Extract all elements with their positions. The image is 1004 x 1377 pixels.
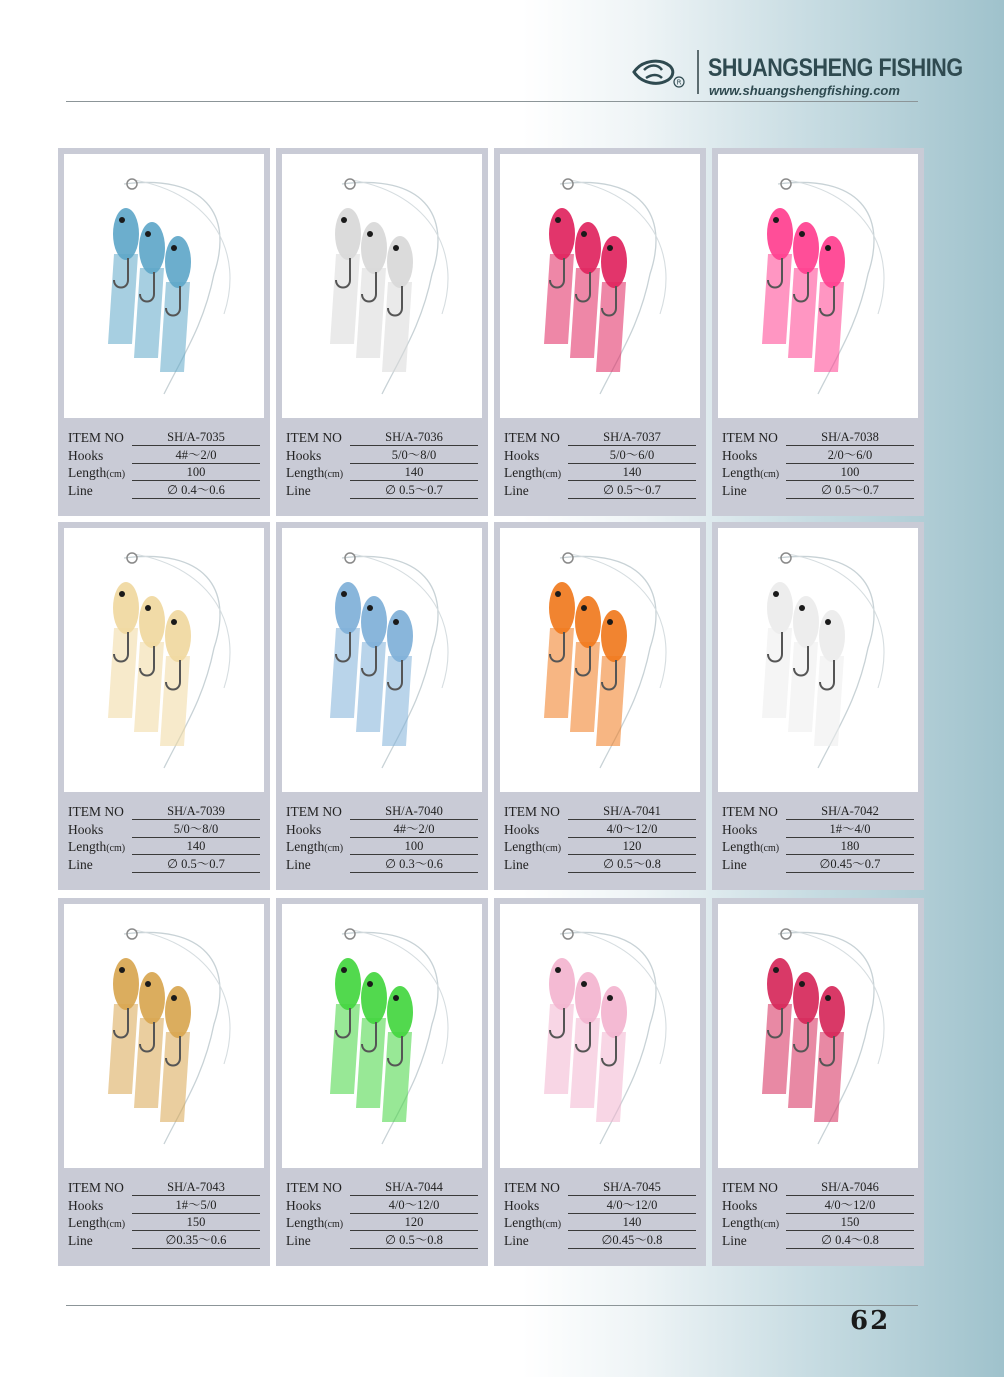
spec-row-length [722,839,914,857]
spec-label-line [504,857,529,873]
length-unit: (cm) [324,843,344,854]
spec-table [722,804,914,874]
lure-rig-image [282,528,482,792]
spec-row-item-no [722,430,914,448]
spec-table [504,804,696,874]
spec-label-length [504,1215,561,1231]
spec-row-line [722,1233,914,1251]
spec-label-text: Hooks [68,447,104,463]
spec-value-item-no: SH/A-7041 [568,804,696,820]
spec-row-item-no [68,804,260,822]
brand-url: www.shuangshengfishing.com [709,83,900,98]
top-divider [66,101,918,102]
spec-label-item-no [68,804,124,820]
spec-table [286,804,478,874]
spec-label-item-no [504,1180,560,1196]
spec-row-item-no [68,430,260,448]
lure-rig-image [282,154,482,418]
spec-label-item-no [286,430,342,446]
spec-label-text: ITEM NO [286,1180,342,1195]
length-unit: (cm) [542,469,562,480]
spec-label-text: Length [286,1215,325,1230]
spec-value-hooks: 4/0～12/0 [350,1198,478,1214]
svg-text:R: R [676,78,682,87]
spec-value-item-no: SH/A-7046 [786,1180,914,1196]
spec-value-item-no: SH/A-7036 [350,430,478,446]
product-photo [500,528,700,792]
lure-rig-image [500,154,700,418]
length-unit: (cm) [760,469,780,480]
spec-label-hooks [286,1198,321,1214]
spec-label-item-no [722,430,778,446]
spec-label-length [722,1215,779,1231]
product-photo [64,528,264,792]
lure-rig-image [718,528,918,792]
logo-separator [697,50,699,94]
spec-label-length [286,1215,343,1231]
spec-table [722,1180,914,1250]
spec-row-hooks [504,822,696,840]
lure-rig-image [718,904,918,1168]
spec-label-length [68,465,125,481]
length-unit: (cm) [106,469,126,480]
spec-table [68,804,260,874]
spec-value-hooks: 5/0～8/0 [350,448,478,464]
spec-label-text: Hooks [504,447,540,463]
length-unit: (cm) [324,469,344,480]
spec-label-text: Line [504,482,529,498]
spec-table [68,1180,260,1250]
spec-label-text: ITEM NO [722,804,778,819]
spec-value-line: ∅ 0.5～0.7 [350,483,478,499]
spec-label-length [722,839,779,855]
lure-rig-image [282,904,482,1168]
spec-value-hooks: 4#～2/0 [132,448,260,464]
spec-label-hooks [722,822,757,838]
spec-row-hooks [504,1198,696,1216]
spec-label-line [68,857,93,873]
spec-label-text: Length [286,839,325,854]
spec-row-length [722,1215,914,1233]
spec-value-hooks: 4/0～12/0 [786,1198,914,1214]
spec-label-text: ITEM NO [68,430,124,445]
spec-table [286,430,478,500]
spec-row-length [722,465,914,483]
spec-label-hooks [504,822,539,838]
product-photo [282,154,482,418]
spec-value-hooks: 4/0～12/0 [568,1198,696,1214]
spec-value-hooks: 2/0～6/0 [786,448,914,464]
product-photo [718,528,918,792]
product-card [712,898,924,1266]
spec-row-item-no [722,1180,914,1198]
spec-label-line [286,857,311,873]
spec-row-length [68,1215,260,1233]
spec-label-text: ITEM NO [68,1180,124,1195]
spec-label-text: Line [722,1232,747,1248]
spec-row-length [504,1215,696,1233]
spec-row-line [68,1233,260,1251]
spec-label-text: Line [68,1232,93,1248]
spec-row-line [504,483,696,501]
spec-row-hooks [722,1198,914,1216]
spec-table [286,1180,478,1250]
spec-row-item-no [504,430,696,448]
spec-table [504,430,696,500]
spec-label-hooks [504,1198,539,1214]
product-card [712,148,924,516]
spec-label-length [286,465,343,481]
spec-label-hooks [68,448,103,464]
spec-label-hooks [68,822,103,838]
spec-value-line: ∅ 0.4～0.8 [786,1233,914,1249]
spec-row-length [68,839,260,857]
spec-label-item-no [286,1180,342,1196]
spec-label-length [504,839,561,855]
spec-value-line: ∅ 0.3～0.6 [350,857,478,873]
spec-label-line [722,1233,747,1249]
spec-label-text: Length [286,465,325,480]
spec-row-line [286,857,478,875]
spec-row-item-no [722,804,914,822]
spec-value-line: ∅ 0.5～0.8 [350,1233,478,1249]
spec-row-line [722,857,914,875]
spec-label-text: Line [722,856,747,872]
spec-label-text: ITEM NO [722,430,778,445]
spec-label-line [286,1233,311,1249]
spec-row-line [504,857,696,875]
spec-label-text: ITEM NO [286,430,342,445]
product-card [276,148,488,516]
spec-value-item-no: SH/A-7043 [132,1180,260,1196]
spec-value-length: 120 [568,839,696,855]
spec-label-text: Length [504,1215,543,1230]
length-unit: (cm) [324,1219,344,1230]
spec-value-length: 100 [132,465,260,481]
spec-value-item-no: SH/A-7038 [786,430,914,446]
spec-label-line [68,1233,93,1249]
spec-row-item-no [286,804,478,822]
spec-value-item-no: SH/A-7040 [350,804,478,820]
spec-label-text: ITEM NO [722,1180,778,1195]
spec-label-line [722,483,747,499]
spec-label-line [504,483,529,499]
spec-row-line [68,857,260,875]
spec-row-length [504,465,696,483]
spec-label-text: Line [722,482,747,498]
length-unit: (cm) [760,1219,780,1230]
spec-label-text: Hooks [722,447,758,463]
spec-value-line: ∅ 0.5～0.7 [132,857,260,873]
spec-label-length [722,465,779,481]
spec-value-line: ∅ 0.5～0.7 [568,483,696,499]
spec-label-hooks [722,1198,757,1214]
spec-label-text: Length [68,465,107,480]
spec-row-line [722,483,914,501]
spec-label-text: Hooks [504,1197,540,1213]
spec-label-text: Hooks [504,821,540,837]
product-card [494,522,706,890]
spec-value-item-no: SH/A-7042 [786,804,914,820]
spec-value-length: 150 [786,1215,914,1231]
spec-row-item-no [286,430,478,448]
spec-row-hooks [286,448,478,466]
product-card [58,148,270,516]
spec-row-length [286,465,478,483]
page-number: 62 [850,1306,891,1336]
spec-value-line: ∅ 0.4～0.6 [132,483,260,499]
lure-rig-image [64,904,264,1168]
spec-label-text: Hooks [722,1197,758,1213]
spec-value-length: 140 [350,465,478,481]
spec-table [68,430,260,500]
spec-row-length [286,839,478,857]
spec-label-length [68,839,125,855]
brand-name: SHUANGSHENG FISHING [708,54,963,82]
spec-row-hooks [68,1198,260,1216]
lure-rig-image [718,154,918,418]
spec-label-item-no [504,430,560,446]
spec-value-length: 150 [132,1215,260,1231]
spec-row-hooks [504,448,696,466]
spec-label-hooks [722,448,757,464]
product-photo [500,904,700,1168]
spec-value-item-no: SH/A-7035 [132,430,260,446]
spec-label-text: ITEM NO [504,430,560,445]
spec-label-hooks [286,822,321,838]
spec-label-text: ITEM NO [68,804,124,819]
spec-row-line [286,483,478,501]
spec-table [722,430,914,500]
spec-value-line: ∅0.45～0.8 [568,1233,696,1249]
spec-value-length: 140 [568,465,696,481]
bottom-divider [66,1305,918,1306]
spec-row-line [68,483,260,501]
spec-label-text: Length [504,839,543,854]
product-card [58,522,270,890]
spec-value-line: ∅0.35～0.6 [132,1233,260,1249]
spec-value-length: 100 [786,465,914,481]
spec-label-text: Length [722,839,761,854]
spec-value-line: ∅0.45～0.7 [786,857,914,873]
spec-value-item-no: SH/A-7039 [132,804,260,820]
spec-label-line [68,483,93,499]
spec-value-hooks: 4#～2/0 [350,822,478,838]
product-card [494,898,706,1266]
length-unit: (cm) [542,843,562,854]
product-photo [64,904,264,1168]
spec-label-text: Line [68,856,93,872]
product-photo [282,904,482,1168]
lure-rig-image [64,154,264,418]
product-card [494,148,706,516]
spec-label-text: Hooks [68,1197,104,1213]
spec-value-hooks: 1#～5/0 [132,1198,260,1214]
product-card [276,898,488,1266]
spec-value-length: 100 [350,839,478,855]
spec-label-text: Hooks [68,821,104,837]
spec-value-item-no: SH/A-7044 [350,1180,478,1196]
spec-label-text: Line [286,1232,311,1248]
spec-value-length: 120 [350,1215,478,1231]
product-photo [500,154,700,418]
product-photo [64,154,264,418]
spec-row-hooks [68,448,260,466]
spec-row-length [504,839,696,857]
spec-row-item-no [68,1180,260,1198]
spec-label-text: ITEM NO [286,804,342,819]
spec-row-line [504,1233,696,1251]
spec-value-hooks: 5/0～8/0 [132,822,260,838]
spec-row-length [286,1215,478,1233]
spec-label-item-no [504,804,560,820]
spec-label-text: Hooks [286,821,322,837]
spec-label-item-no [68,430,124,446]
spec-label-length [504,465,561,481]
spec-value-item-no: SH/A-7037 [568,430,696,446]
spec-value-line: ∅ 0.5～0.8 [568,857,696,873]
spec-value-line: ∅ 0.5～0.7 [786,483,914,499]
spec-label-text: Length [68,1215,107,1230]
spec-label-item-no [722,804,778,820]
spec-row-item-no [286,1180,478,1198]
product-photo [718,904,918,1168]
spec-label-line [722,857,747,873]
spec-label-text: Hooks [722,821,758,837]
spec-value-hooks: 1#～4/0 [786,822,914,838]
spec-label-text: Hooks [286,1197,322,1213]
product-photo [282,528,482,792]
length-unit: (cm) [542,1219,562,1230]
spec-row-length [68,465,260,483]
length-unit: (cm) [106,843,126,854]
spec-label-text: Line [68,482,93,498]
spec-label-text: Line [504,1232,529,1248]
spec-label-hooks [68,1198,103,1214]
spec-row-hooks [286,1198,478,1216]
product-card [712,522,924,890]
spec-label-length [68,1215,125,1231]
spec-label-text: Length [504,465,543,480]
product-card [276,522,488,890]
spec-label-length [286,839,343,855]
lure-rig-image [500,904,700,1168]
spec-value-hooks: 5/0～6/0 [568,448,696,464]
spec-label-text: Length [722,465,761,480]
spec-label-item-no [68,1180,124,1196]
spec-row-hooks [286,822,478,840]
spec-value-length: 140 [132,839,260,855]
spec-label-item-no [286,804,342,820]
spec-label-item-no [722,1180,778,1196]
spec-label-line [286,483,311,499]
spec-label-text: Length [722,1215,761,1230]
spec-label-text: ITEM NO [504,804,560,819]
spec-row-item-no [504,804,696,822]
spec-label-hooks [504,448,539,464]
spec-row-hooks [68,822,260,840]
spec-label-text: ITEM NO [504,1180,560,1195]
spec-value-length: 140 [568,1215,696,1231]
spec-label-text: Hooks [286,447,322,463]
fish-logo-icon [630,50,686,90]
spec-label-text: Line [286,482,311,498]
length-unit: (cm) [106,1219,126,1230]
lure-rig-image [64,528,264,792]
spec-label-line [504,1233,529,1249]
spec-row-hooks [722,822,914,840]
product-photo [718,154,918,418]
spec-value-hooks: 4/0～12/0 [568,822,696,838]
lure-rig-image [500,528,700,792]
length-unit: (cm) [760,843,780,854]
spec-table [504,1180,696,1250]
spec-label-hooks [286,448,321,464]
spec-label-text: Line [286,856,311,872]
spec-value-item-no: SH/A-7045 [568,1180,696,1196]
spec-row-hooks [722,448,914,466]
spec-label-text: Length [68,839,107,854]
product-card [58,898,270,1266]
spec-value-length: 180 [786,839,914,855]
spec-label-text: Line [504,856,529,872]
spec-row-item-no [504,1180,696,1198]
page-header [0,40,1004,110]
spec-row-line [286,1233,478,1251]
